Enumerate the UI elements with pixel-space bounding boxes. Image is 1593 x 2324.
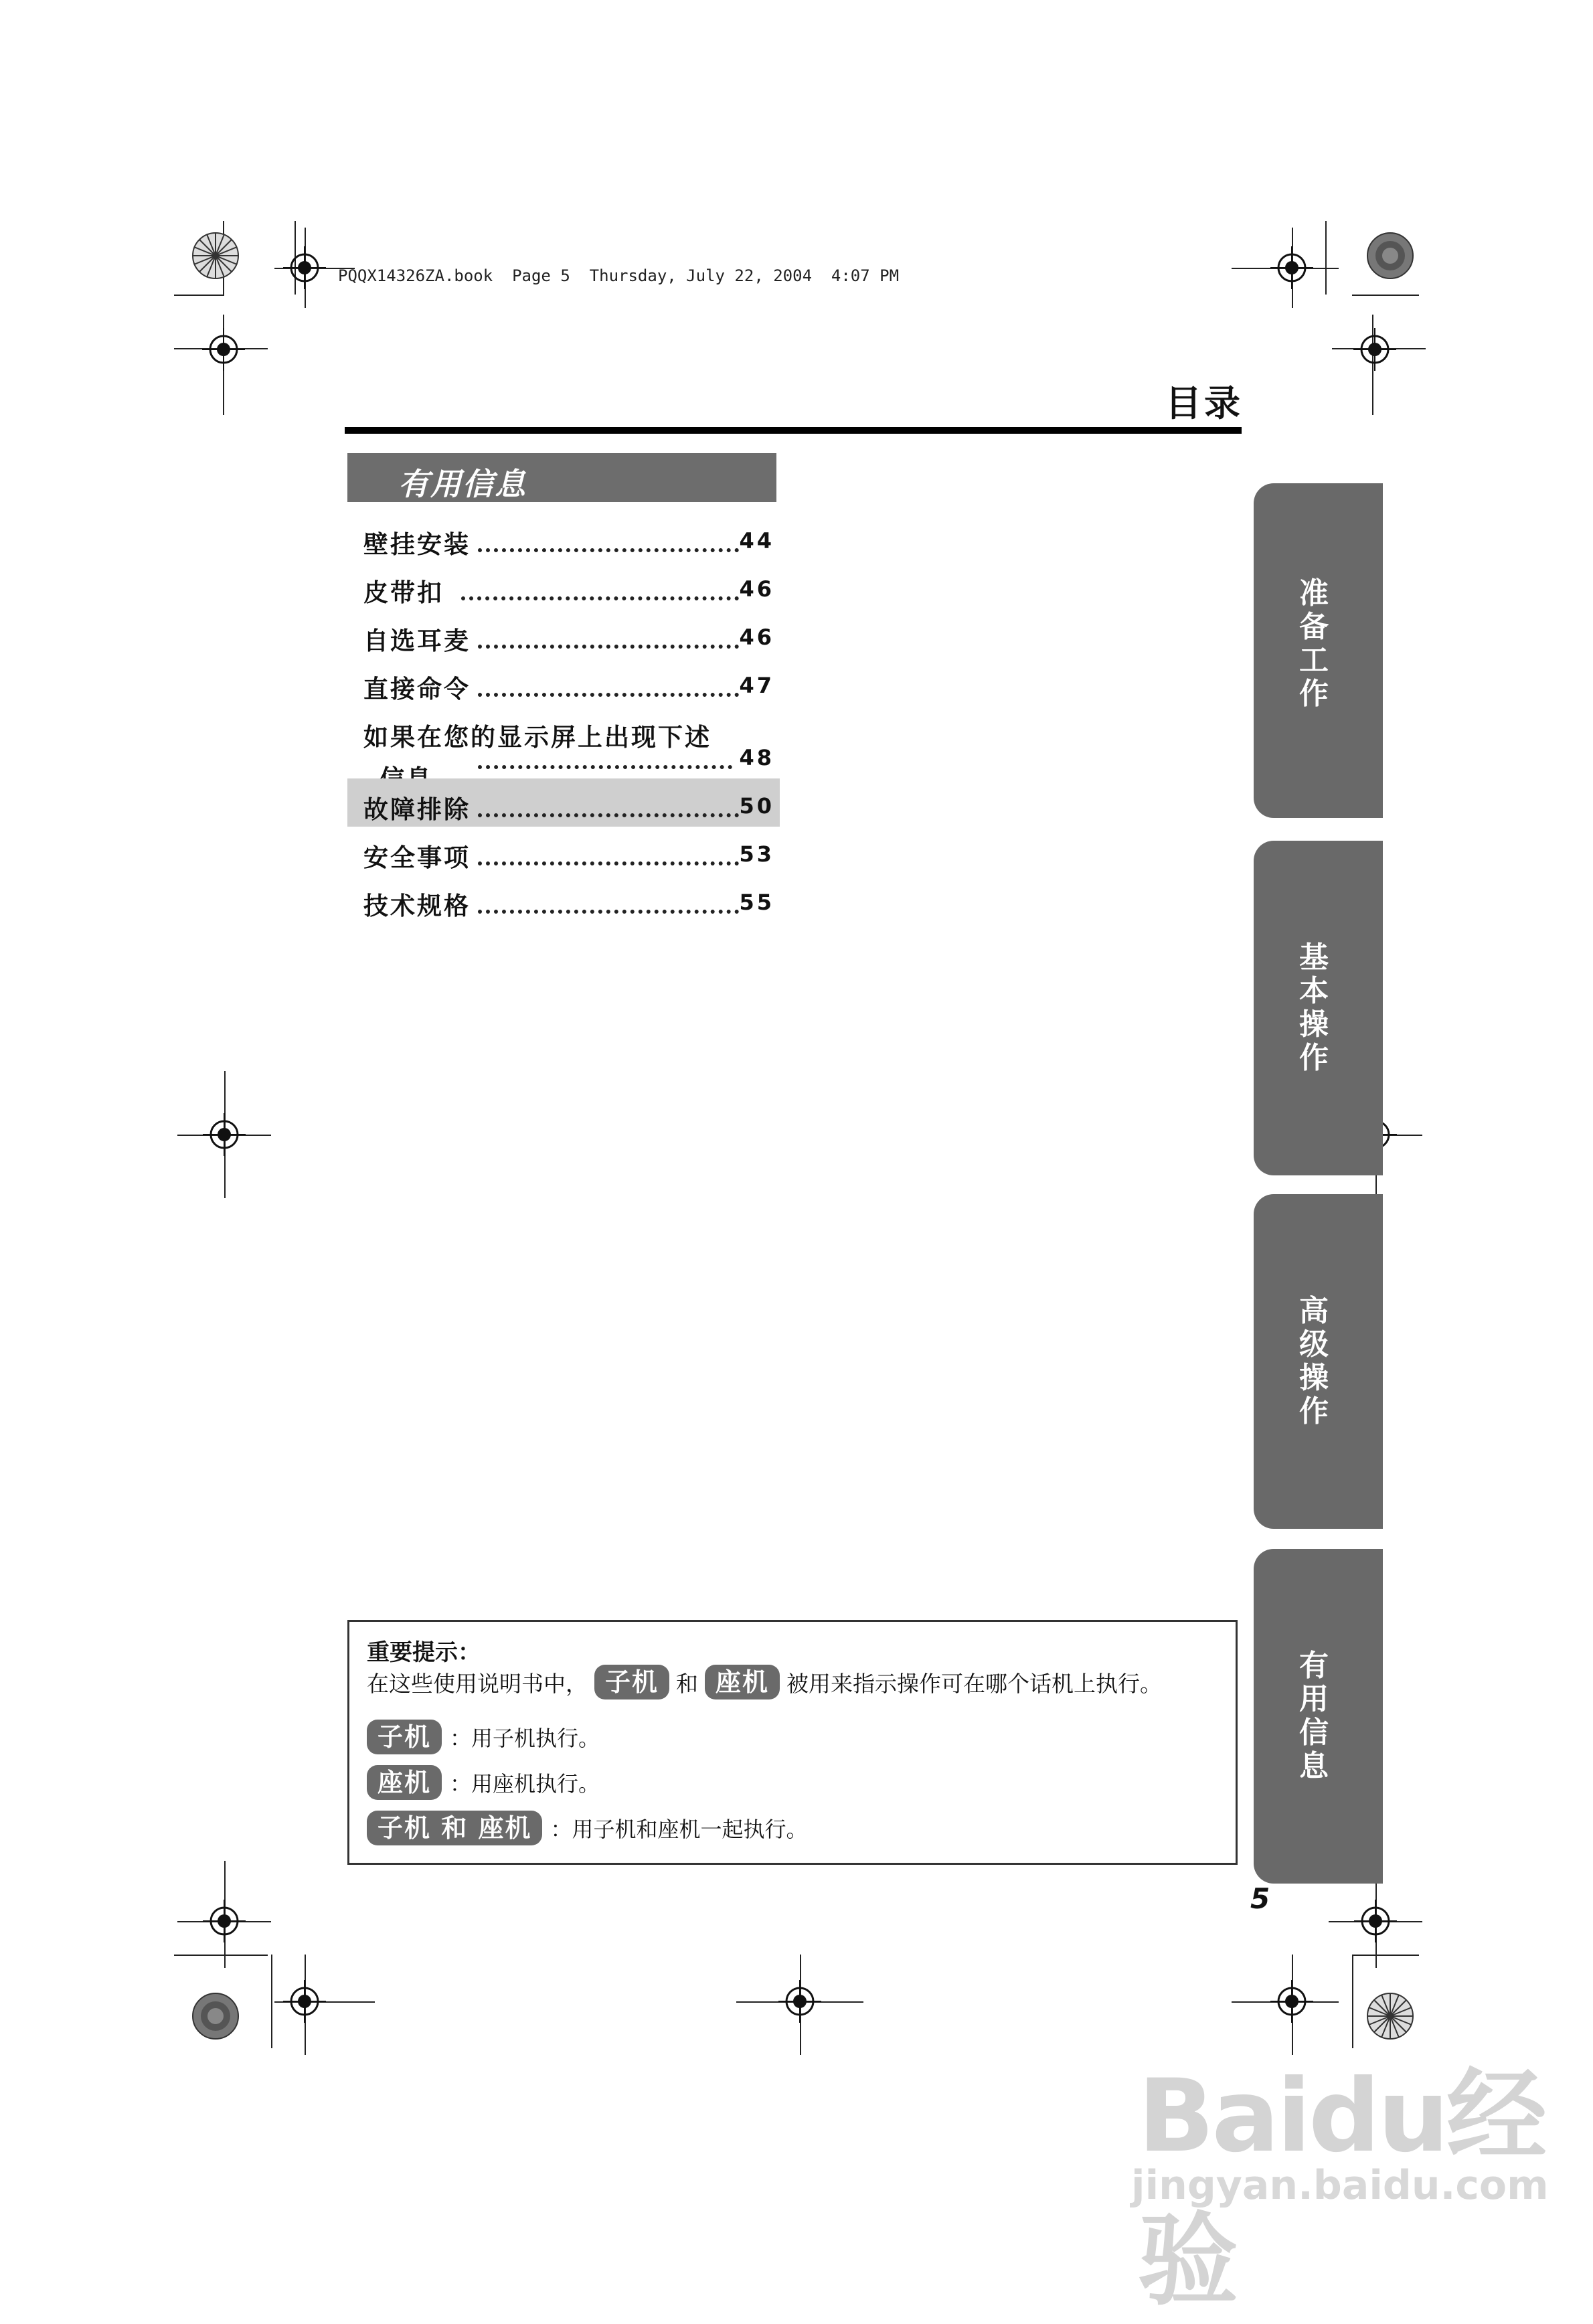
toc-entry-label: 自选耳麦	[363, 627, 471, 655]
side-tab-label: 准备工作	[1299, 576, 1329, 711]
title-rule	[345, 427, 1242, 434]
side-tab-preparation[interactable]	[1254, 483, 1383, 818]
section-banner	[347, 453, 776, 502]
toc-entry[interactable]	[347, 513, 780, 562]
toc-entry[interactable]	[347, 610, 780, 658]
toc-entry-page: 53	[739, 841, 774, 867]
toc-entry-label-line1: 如果在您的显示屏上出现下述	[363, 723, 711, 752]
side-tab-basic-operations[interactable]	[1254, 841, 1383, 1175]
legend-row-both	[367, 1811, 807, 1845]
side-tab-label: 基本操作	[1299, 940, 1329, 1075]
handset-badge: 子机	[594, 1665, 669, 1699]
toc-entry-page: 48	[739, 745, 774, 770]
toc-leader-dots	[461, 596, 739, 600]
toc-entry[interactable]	[347, 562, 780, 610]
notice-intro-line	[367, 1665, 1162, 1699]
notice-title: 重要提示：	[367, 1639, 481, 1666]
page-number: 5	[1250, 1882, 1270, 1915]
side-tab-label: 高级操作	[1299, 1294, 1329, 1428]
toc-leader-dots	[478, 861, 739, 865]
print-header-note: PQQX14326ZA.book Page 5 Thursday, July 22, 2004 4:07 PM	[338, 266, 900, 285]
baidu-watermark-url: jingyan.baidu.com	[1131, 2162, 1549, 2209]
baidu-watermark-logo: Baidu经验	[1138, 2058, 1545, 2319]
legend-description: ：用子机执行。	[450, 1726, 600, 1751]
toc-leader-dots	[478, 765, 732, 769]
page-title: 目录	[1165, 382, 1243, 424]
toc-entry-page: 50	[739, 793, 774, 819]
toc-leader-dots	[478, 813, 739, 817]
toc-entry-label: 壁挂安装	[363, 530, 471, 559]
side-tab-advanced-operations[interactable]	[1254, 1194, 1383, 1529]
toc-entry[interactable]	[347, 658, 780, 706]
toc-entry-label: 安全事项	[363, 843, 471, 872]
legend-row-handset	[367, 1720, 600, 1754]
toc-entry[interactable]	[347, 827, 780, 875]
toc-entry-page: 55	[739, 890, 774, 915]
handset-badge: 子机	[367, 1720, 442, 1754]
toc-entry[interactable]	[347, 706, 780, 778]
table-of-contents	[347, 513, 780, 923]
section-banner-label: 有用信息	[398, 466, 527, 502]
notice-intro-suffix: 被用来指示操作可在哪个话机上执行。	[786, 1670, 1163, 1697]
important-notice-box	[347, 1620, 1238, 1865]
base-badge: 座机	[367, 1765, 442, 1800]
toc-entry-page: 46	[739, 625, 774, 650]
toc-leader-dots	[478, 910, 739, 914]
toc-entry-label: 直接命令	[363, 675, 471, 703]
toc-entry-label: 技术规格	[363, 892, 471, 920]
legend-description: ：用子机和座机一起执行。	[550, 1817, 808, 1842]
toc-entry-page: 46	[739, 576, 774, 602]
legend-description: ：用座机执行。	[450, 1771, 600, 1797]
toc-entry[interactable]	[347, 875, 780, 923]
notice-intro-prefix: 在这些使用说明书中，	[367, 1670, 588, 1697]
base-badge: 座机	[705, 1665, 780, 1699]
toc-entry-label: 皮带扣	[363, 578, 444, 607]
toc-entry-label: 故障排除	[363, 795, 471, 824]
legend-row-base	[367, 1765, 600, 1800]
toc-leader-dots	[478, 645, 739, 649]
toc-leader-dots	[478, 548, 739, 552]
toc-leader-dots	[478, 693, 739, 697]
handset-and-base-badge: 子机 和 座机	[367, 1811, 542, 1845]
toc-entry-page: 47	[739, 673, 774, 698]
side-tab-useful-info[interactable]	[1254, 1549, 1383, 1884]
toc-entry-page: 44	[739, 528, 774, 554]
side-tab-label: 有用信息	[1299, 1649, 1329, 1783]
notice-and: 和	[676, 1670, 699, 1697]
toc-entry-highlighted[interactable]	[347, 778, 780, 827]
